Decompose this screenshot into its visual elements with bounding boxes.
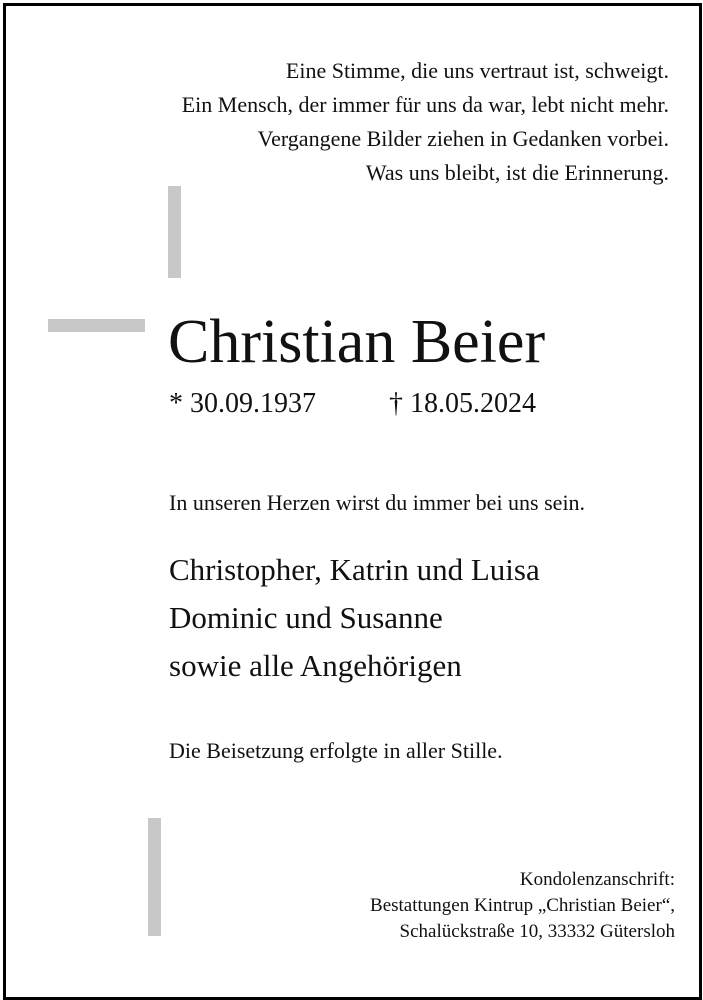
mourner-line: Dominic und Susanne bbox=[169, 600, 443, 635]
condolence-label: Kondolenzanschrift: bbox=[519, 869, 675, 890]
poem-line: Eine Stimme, die uns vertraut ist, schweigt. bbox=[285, 58, 669, 83]
memorial-quote: In unseren Herzen wirst du immer bei uns sein. bbox=[169, 490, 586, 515]
decorative-bar-horizontal bbox=[48, 319, 145, 332]
obituary-card bbox=[3, 3, 702, 1000]
death-date: † 18.05.2024 bbox=[389, 388, 536, 419]
condolence-line: Bestattungen Kintrup „Christian Beier“, bbox=[370, 895, 675, 916]
life-dates bbox=[169, 386, 536, 422]
mourner-line: sowie alle Angehörigen bbox=[169, 648, 462, 683]
mourner-line: Christopher, Katrin und Luisa bbox=[169, 552, 540, 587]
poem-line: Was uns bleibt, ist die Erinnerung. bbox=[365, 160, 669, 185]
condolence-address bbox=[370, 867, 675, 945]
birth-date: * 30.09.1937 bbox=[169, 388, 316, 419]
poem-line: Vergangene Bilder ziehen in Gedanken vorbei. bbox=[257, 126, 669, 151]
poem-line: Ein Mensch, der immer für uns da war, lebt nicht mehr. bbox=[181, 92, 669, 117]
condolence-line: Schalückstraße 10, 33332 Gütersloh bbox=[399, 921, 675, 942]
burial-notice: Die Beisetzung erfolgte in aller Stille. bbox=[169, 738, 503, 763]
deceased-name: Christian Beier bbox=[168, 308, 546, 376]
decorative-bar-vertical-bottom bbox=[148, 818, 161, 936]
decorative-bar-vertical-top bbox=[168, 186, 181, 278]
poem bbox=[182, 54, 669, 190]
mourners-list bbox=[169, 546, 540, 690]
